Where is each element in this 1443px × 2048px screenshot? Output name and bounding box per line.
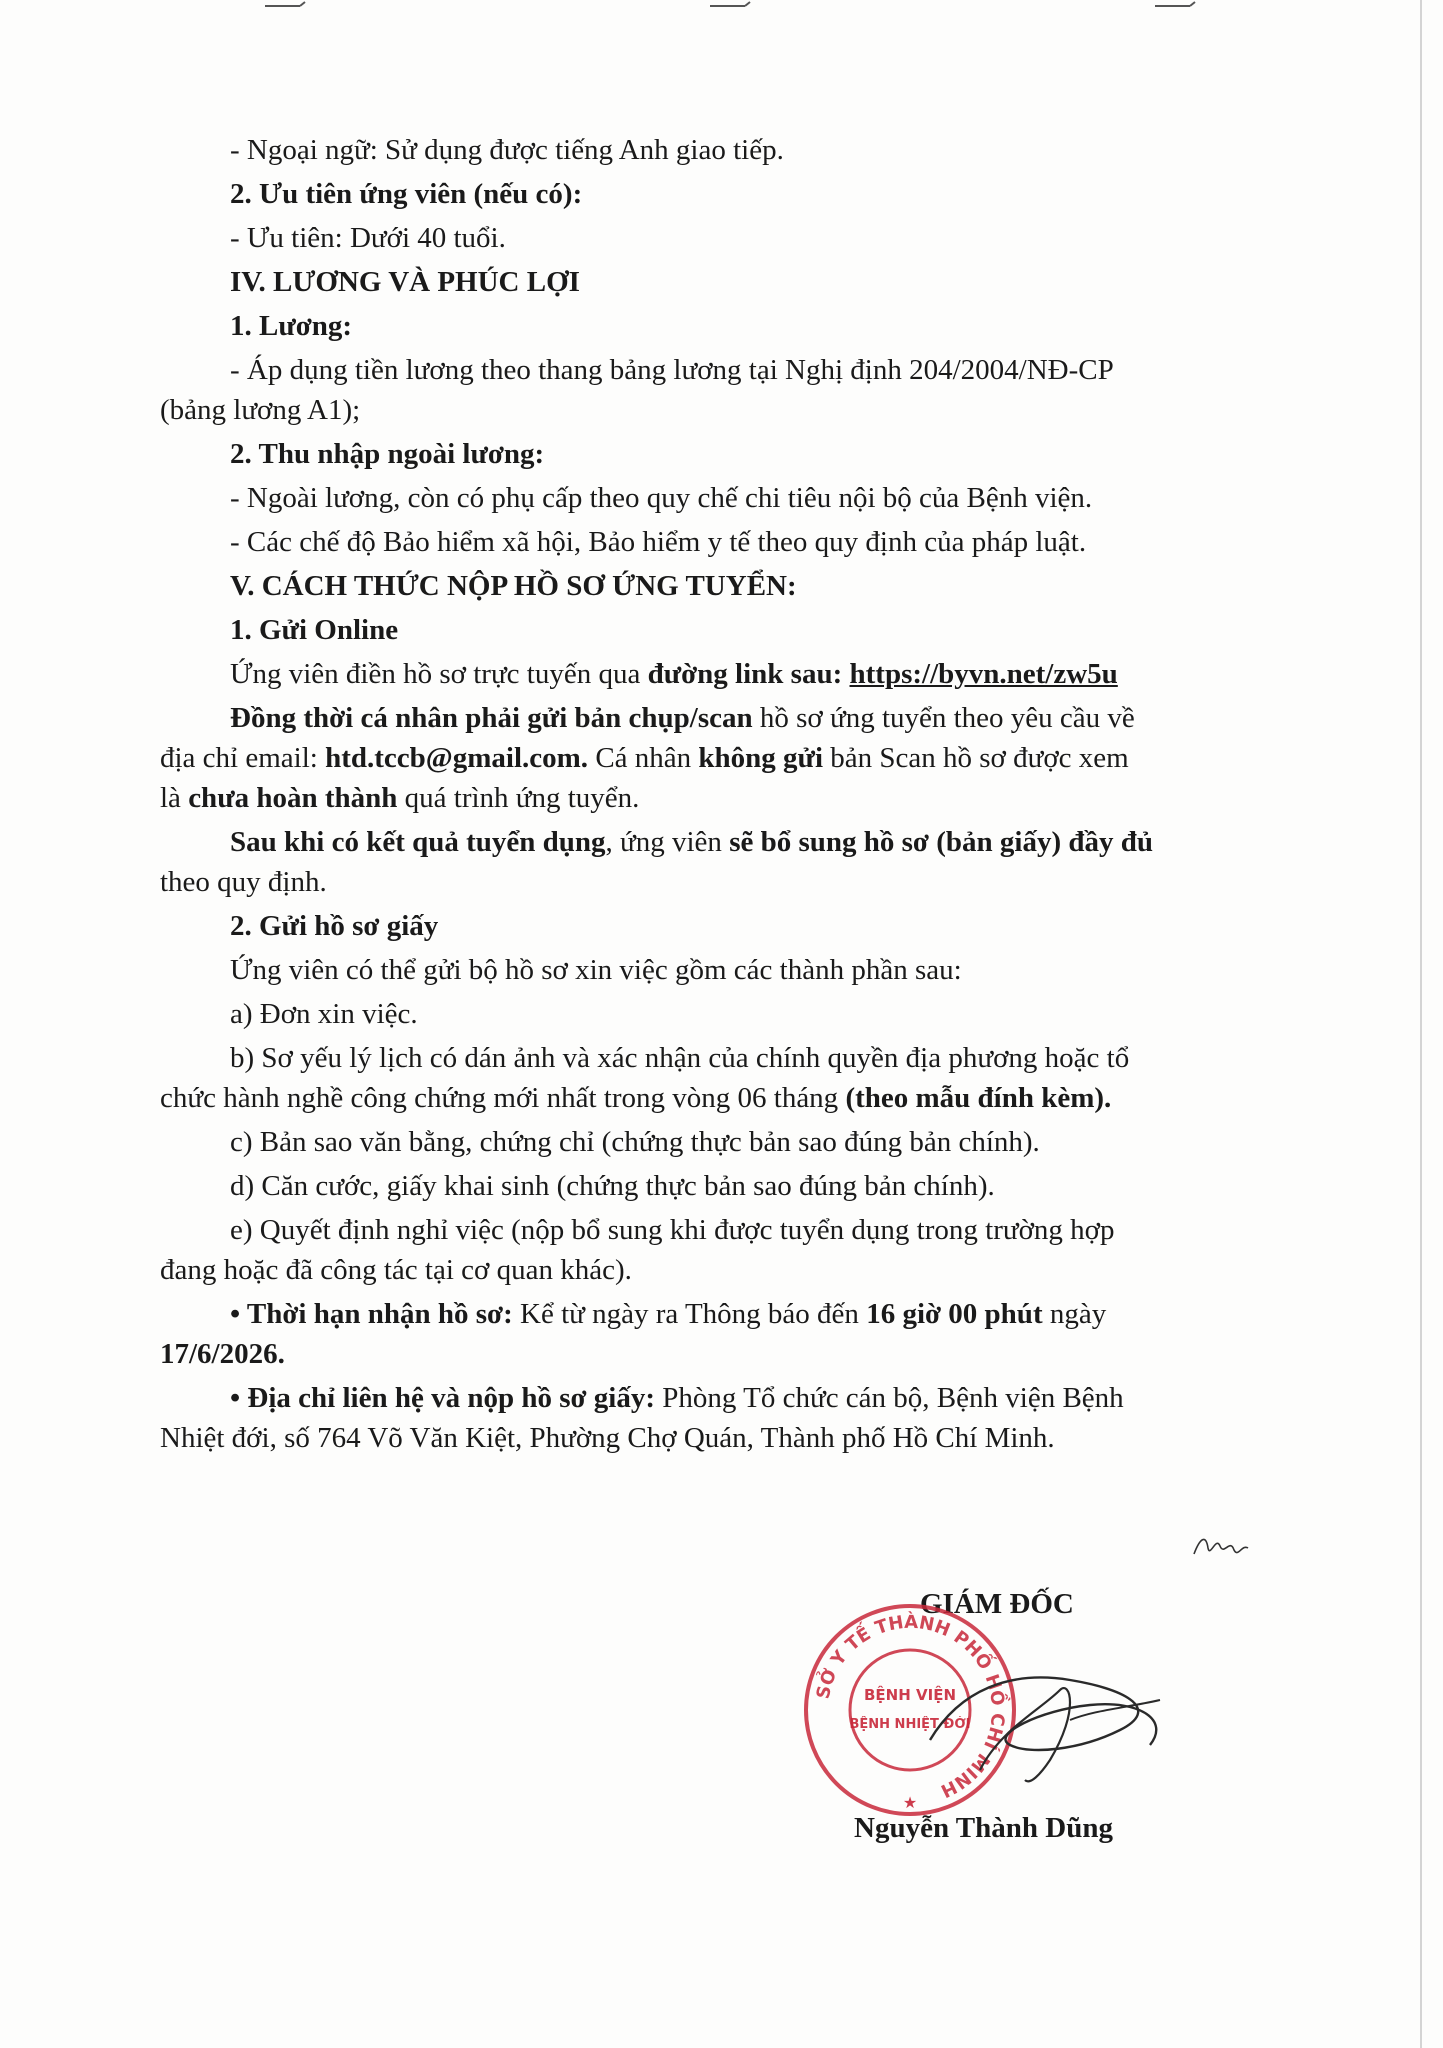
- text-fragment: là: [160, 782, 189, 814]
- text-fragment: ngày: [1042, 1298, 1107, 1330]
- text-line: [160, 822, 1300, 862]
- text-fragment: quá trình ứng tuyển.: [397, 782, 640, 814]
- text-fragment: Phòng Tổ chức cán bộ, Bệnh viện Bệnh: [655, 1382, 1124, 1414]
- list-item: c) Bản sao văn bằng, chứng chỉ (chứng thực bản sao đúng bản chính).: [230, 1126, 1040, 1158]
- text-line: [160, 738, 1300, 778]
- section-heading: 1. Gửi Online: [230, 614, 399, 646]
- list-item: d) Căn cước, giấy khai sinh (chứng thực bản sao đúng bản chính).: [230, 1170, 995, 1202]
- text-line: - Ngoại ngữ: Sử dụng được tiếng Anh giao tiếp.: [230, 134, 784, 166]
- address-line: Nhiệt đới, số 764 Võ Văn Kiệt, Phường Chợ Quán, Thành phố Hồ Chí Minh.: [160, 1422, 1055, 1454]
- section-heading: V. CÁCH THỨC NỘP HỒ SƠ ỨNG TUYỂN:: [230, 570, 797, 602]
- text-fragment: địa chỉ email:: [160, 742, 326, 774]
- text-line: - Ưu tiên: Dưới 40 tuổi.: [230, 222, 506, 254]
- text-fragment: Đồng thời cá nhân phải gửi bản chụp/scan: [230, 702, 753, 734]
- list-item: a) Đơn xin việc.: [230, 998, 418, 1030]
- signature-block: [770, 1580, 1290, 1844]
- text-fragment: Cá nhân: [588, 742, 699, 774]
- text-fragment: chưa hoàn thành: [188, 782, 398, 814]
- text-fragment: sẽ bổ sung hồ sơ (bản giấy) đầy đủ: [729, 826, 1154, 858]
- document-body: [160, 130, 1300, 1458]
- text-line: [160, 698, 1300, 738]
- section-heading: 2. Ưu tiên ứng viên (nếu có):: [230, 178, 583, 210]
- deadline-line: [160, 1294, 1300, 1334]
- section-heading: 2. Gửi hồ sơ giấy: [230, 910, 439, 942]
- section-heading: 1. Lương:: [230, 310, 353, 342]
- text-line: - Ngoài lương, còn có phụ cấp theo quy chế chi tiêu nội bộ của Bệnh viện.: [230, 482, 1093, 514]
- text-fragment: hồ sơ ứng tuyển theo yêu cầu về: [752, 702, 1135, 734]
- text-fragment: 16 giờ 00 phút: [866, 1298, 1043, 1330]
- signer-name: Nguyễn Thành Dũng: [854, 1812, 1113, 1844]
- section-heading: IV. LƯƠNG VÀ PHÚC LỢI: [230, 266, 580, 298]
- list-item: đang hoặc đã công tác tại cơ quan khác).: [160, 1254, 632, 1286]
- deadline-date: 17/6/2026.: [160, 1338, 285, 1370]
- scan-edge-marks: [0, 0, 1443, 20]
- section-heading: 2. Thu nhập ngoài lương:: [230, 438, 545, 470]
- svg-text:SỞ Y TẾ THÀNH PHỐ HỒ CHÍ MINH: SỞ Y TẾ THÀNH PHỐ HỒ CHÍ MINH: [812, 1611, 1009, 1802]
- text-line: Ứng viên có thể gửi bộ hồ sơ xin việc gồm các thành phần sau:: [230, 954, 962, 986]
- list-item: e) Quyết định nghỉ việc (nộp bổ sung khi được tuyển dụng trong trường hợp: [230, 1214, 1115, 1246]
- text-fragment: bản Scan hồ sơ được xem: [823, 742, 1129, 774]
- email-address[interactable]: htd.tccb@gmail.com.: [325, 742, 589, 774]
- text-fragment: không gửi: [698, 742, 824, 774]
- text-line: - Áp dụng tiền lương theo thang bảng lương tại Nghị định 204/2004/NĐ-CP: [230, 354, 1114, 386]
- application-link[interactable]: https://byvn.net/zw5u: [849, 658, 1118, 690]
- list-item: [160, 1078, 1300, 1118]
- svg-text:★: ★: [902, 1795, 918, 1812]
- text-fragment: (theo mẫu đính kèm).: [845, 1082, 1112, 1114]
- text-fragment: • Thời hạn nhận hồ sơ:: [230, 1298, 513, 1330]
- text-line: - Các chế độ Bảo hiểm xã hội, Bảo hiểm y tế theo quy định của pháp luật.: [230, 526, 1087, 558]
- address-line: [160, 1378, 1300, 1418]
- text-line: (bảng lương A1);: [160, 394, 361, 426]
- text-fragment: đường link sau:: [647, 658, 843, 690]
- text-line: [160, 654, 1300, 694]
- text-fragment: Kể từ ngày ra Thông báo đến: [512, 1298, 867, 1330]
- text-fragment: , ứng viên: [605, 826, 730, 858]
- handwritten-initials: [1190, 1528, 1250, 1564]
- text-line: theo quy định.: [160, 866, 327, 898]
- list-item: b) Sơ yếu lý lịch có dán ảnh và xác nhận của chính quyền địa phương hoặc tổ: [230, 1042, 1130, 1074]
- text-fragment: Sau khi có kết quả tuyển dụng: [230, 826, 606, 858]
- scan-border-line: [1418, 0, 1424, 2048]
- seal-line-1: BỆNH VIỆN: [864, 1686, 956, 1704]
- text-fragment: chức hành nghề công chứng mới nhất trong vòng 06 tháng: [160, 1082, 846, 1114]
- seal-line-2: BỆNH NHIỆT ĐỚI: [849, 1717, 971, 1732]
- signer-title: GIÁM ĐỐC: [920, 1588, 1074, 1620]
- text-line: [160, 778, 1300, 818]
- director-signature: [920, 1650, 1180, 1790]
- text-fragment: • Địa chỉ liên hệ và nộp hồ sơ giấy:: [230, 1382, 656, 1414]
- text-fragment: Ứng viên điền hồ sơ trực tuyến qua: [230, 658, 648, 690]
